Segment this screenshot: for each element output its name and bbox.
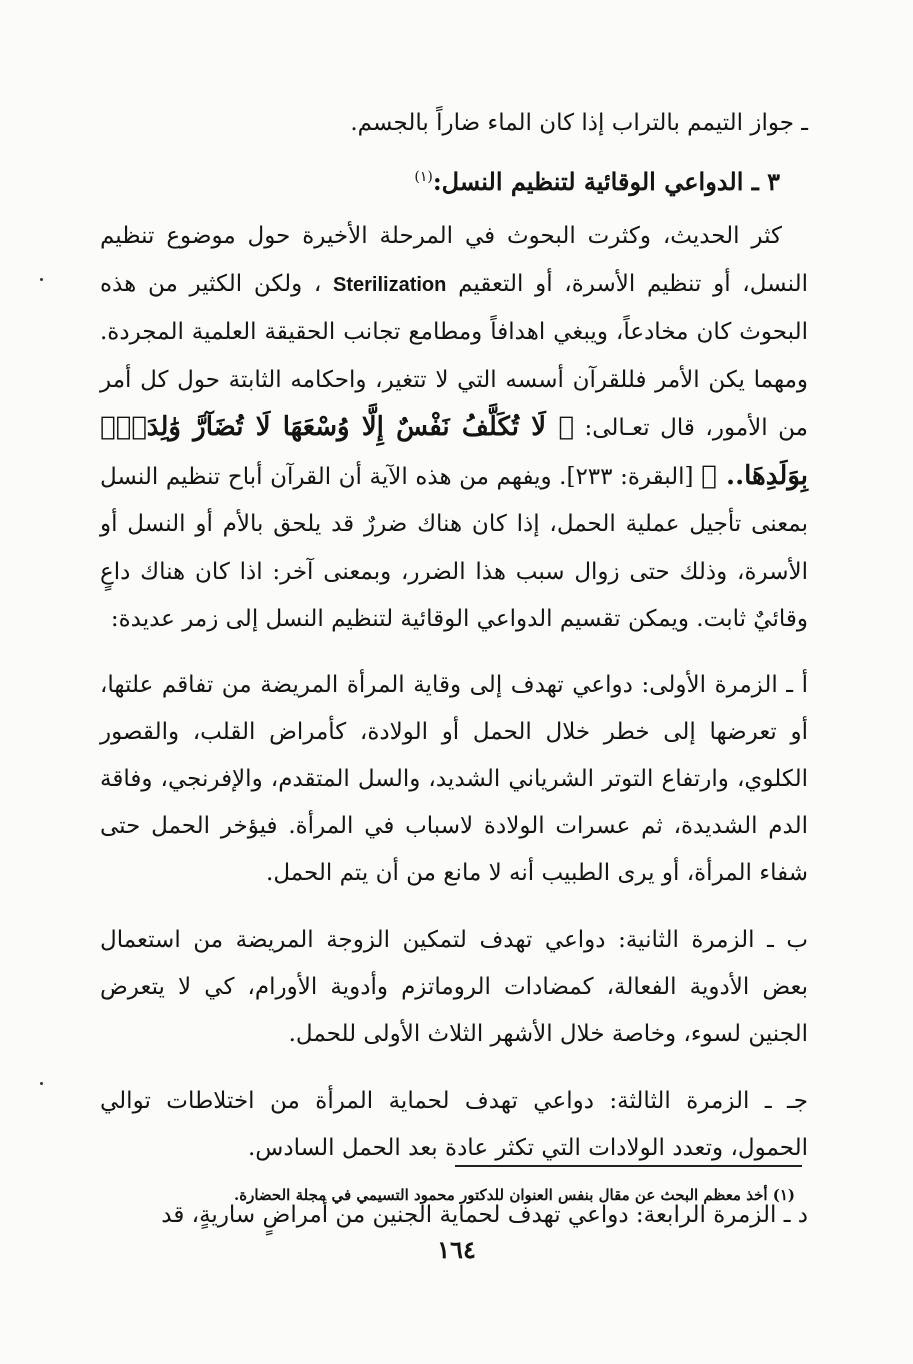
footnote-marker: (١) bbox=[414, 169, 433, 185]
margin-mark bbox=[40, 278, 43, 281]
intro-part1: كثر الحديث، وكثرت البحوث في المرحلة الأخيرة حول موضوع تنظيم النسل، أو تنظيم الأسرة، أو التعقيم bbox=[100, 223, 808, 297]
margin-mark bbox=[40, 1082, 43, 1085]
intro-part3: [البقرة: ٢٣٣]. ويفهم من هذه الآية أن القرآن أباح تنظيم النسل بمعنى تأجيل عملية الحمل، إذا كان هناك ضررٌ قد يلحق بالأم أو النسل أو الأسرة، وذلك حتى زوال سبب هذا الضرر، وبمعنى آخر: اذا كان هناك داعٍ وقائيٌ ثابت. ويمكن تقسيم الدواعي الوقائية لتنظيم النسل إلى زمر عديدة: bbox=[100, 463, 808, 632]
group-a: أ ـ الزمرة الأولى: دواعي تهدف إلى وقاية المرأة المريضة من تفاقم علتها، أو تعرضها إلى خطر خلال الحمل أو الولادة، كأمراض القلب، والقصور الكلوي، وارتفاع التوتر الشرياني الشديد، والسل المتقدم، والإفرنجي، وفاقة الدم الشديدة، ثم عسرات الولادة لاسباب في المرأة. فيؤخر الحمل حتى شفاء المرأة، أو يرى الطبيب أنه لا مانع من أن يتم الحمل. bbox=[100, 671, 808, 886]
group-c: جـ ـ الزمرة الثالثة: دواعي تهدف لحماية المرأة من اختلاطات توالي الحمول، وتعدد الولادات التي تكثر عادة بعد الحمل السادس. bbox=[100, 1087, 808, 1161]
section-heading bbox=[100, 154, 780, 205]
footnote-divider bbox=[455, 1165, 802, 1167]
intro-part2: ، ولكن الكثير من هذه البحوث كان مخادعاً، ويبغي اهدافاً ومطامع تجانب الحقيقة العلمية المجردة. ومهما يكن الأمر فللقرآن أسسه التي لا تتغير، واحكامه الثابتة حول كل أمر من الأمور، قال تعـالى: bbox=[100, 270, 808, 441]
footnote: (١) أخذ معظم البحث عن مقال بنفس العنوان للدكتور محمود التسيمي في مجلة الحضارة. bbox=[234, 1186, 795, 1204]
latin-term: Sterilization bbox=[333, 273, 447, 296]
intro-paragraph bbox=[100, 213, 808, 644]
section-heading-text: ٣ ـ الدواعي الوقائية لتنظيم النسل: bbox=[432, 167, 780, 196]
page-number: ١٦٤ bbox=[437, 1235, 476, 1264]
top-line: ـ جواز التيمم بالتراب إذا كان الماء ضاراً بالجسم. bbox=[350, 110, 808, 136]
page-body bbox=[100, 100, 808, 1239]
group-d: د ـ الزمرة الرابعة: دواعي تهدف لحماية الجنين من أمراضٍ ساريةٍ، قد bbox=[161, 1201, 808, 1228]
quran-verse: ﴿ لَا تُكَلَّفُ نَفْسٌ إِلَّا وُسْعَهَا لَا تُضَآرَّ وَٰلِدَةٌۢ بِوَلَدِهَا.. ﴾ bbox=[100, 412, 808, 491]
group-b: ب ـ الزمرة الثانية: دواعي تهدف لتمكين الزوجة المريضة من استعمال بعض الأدوية الفعالة، كمضادات الروماتزم وأدوية الأورام، كي لا يتعرض الجنين لسوء، وخاصة خلال الأشهر الثلاث الأولى للحمل. bbox=[100, 926, 808, 1047]
